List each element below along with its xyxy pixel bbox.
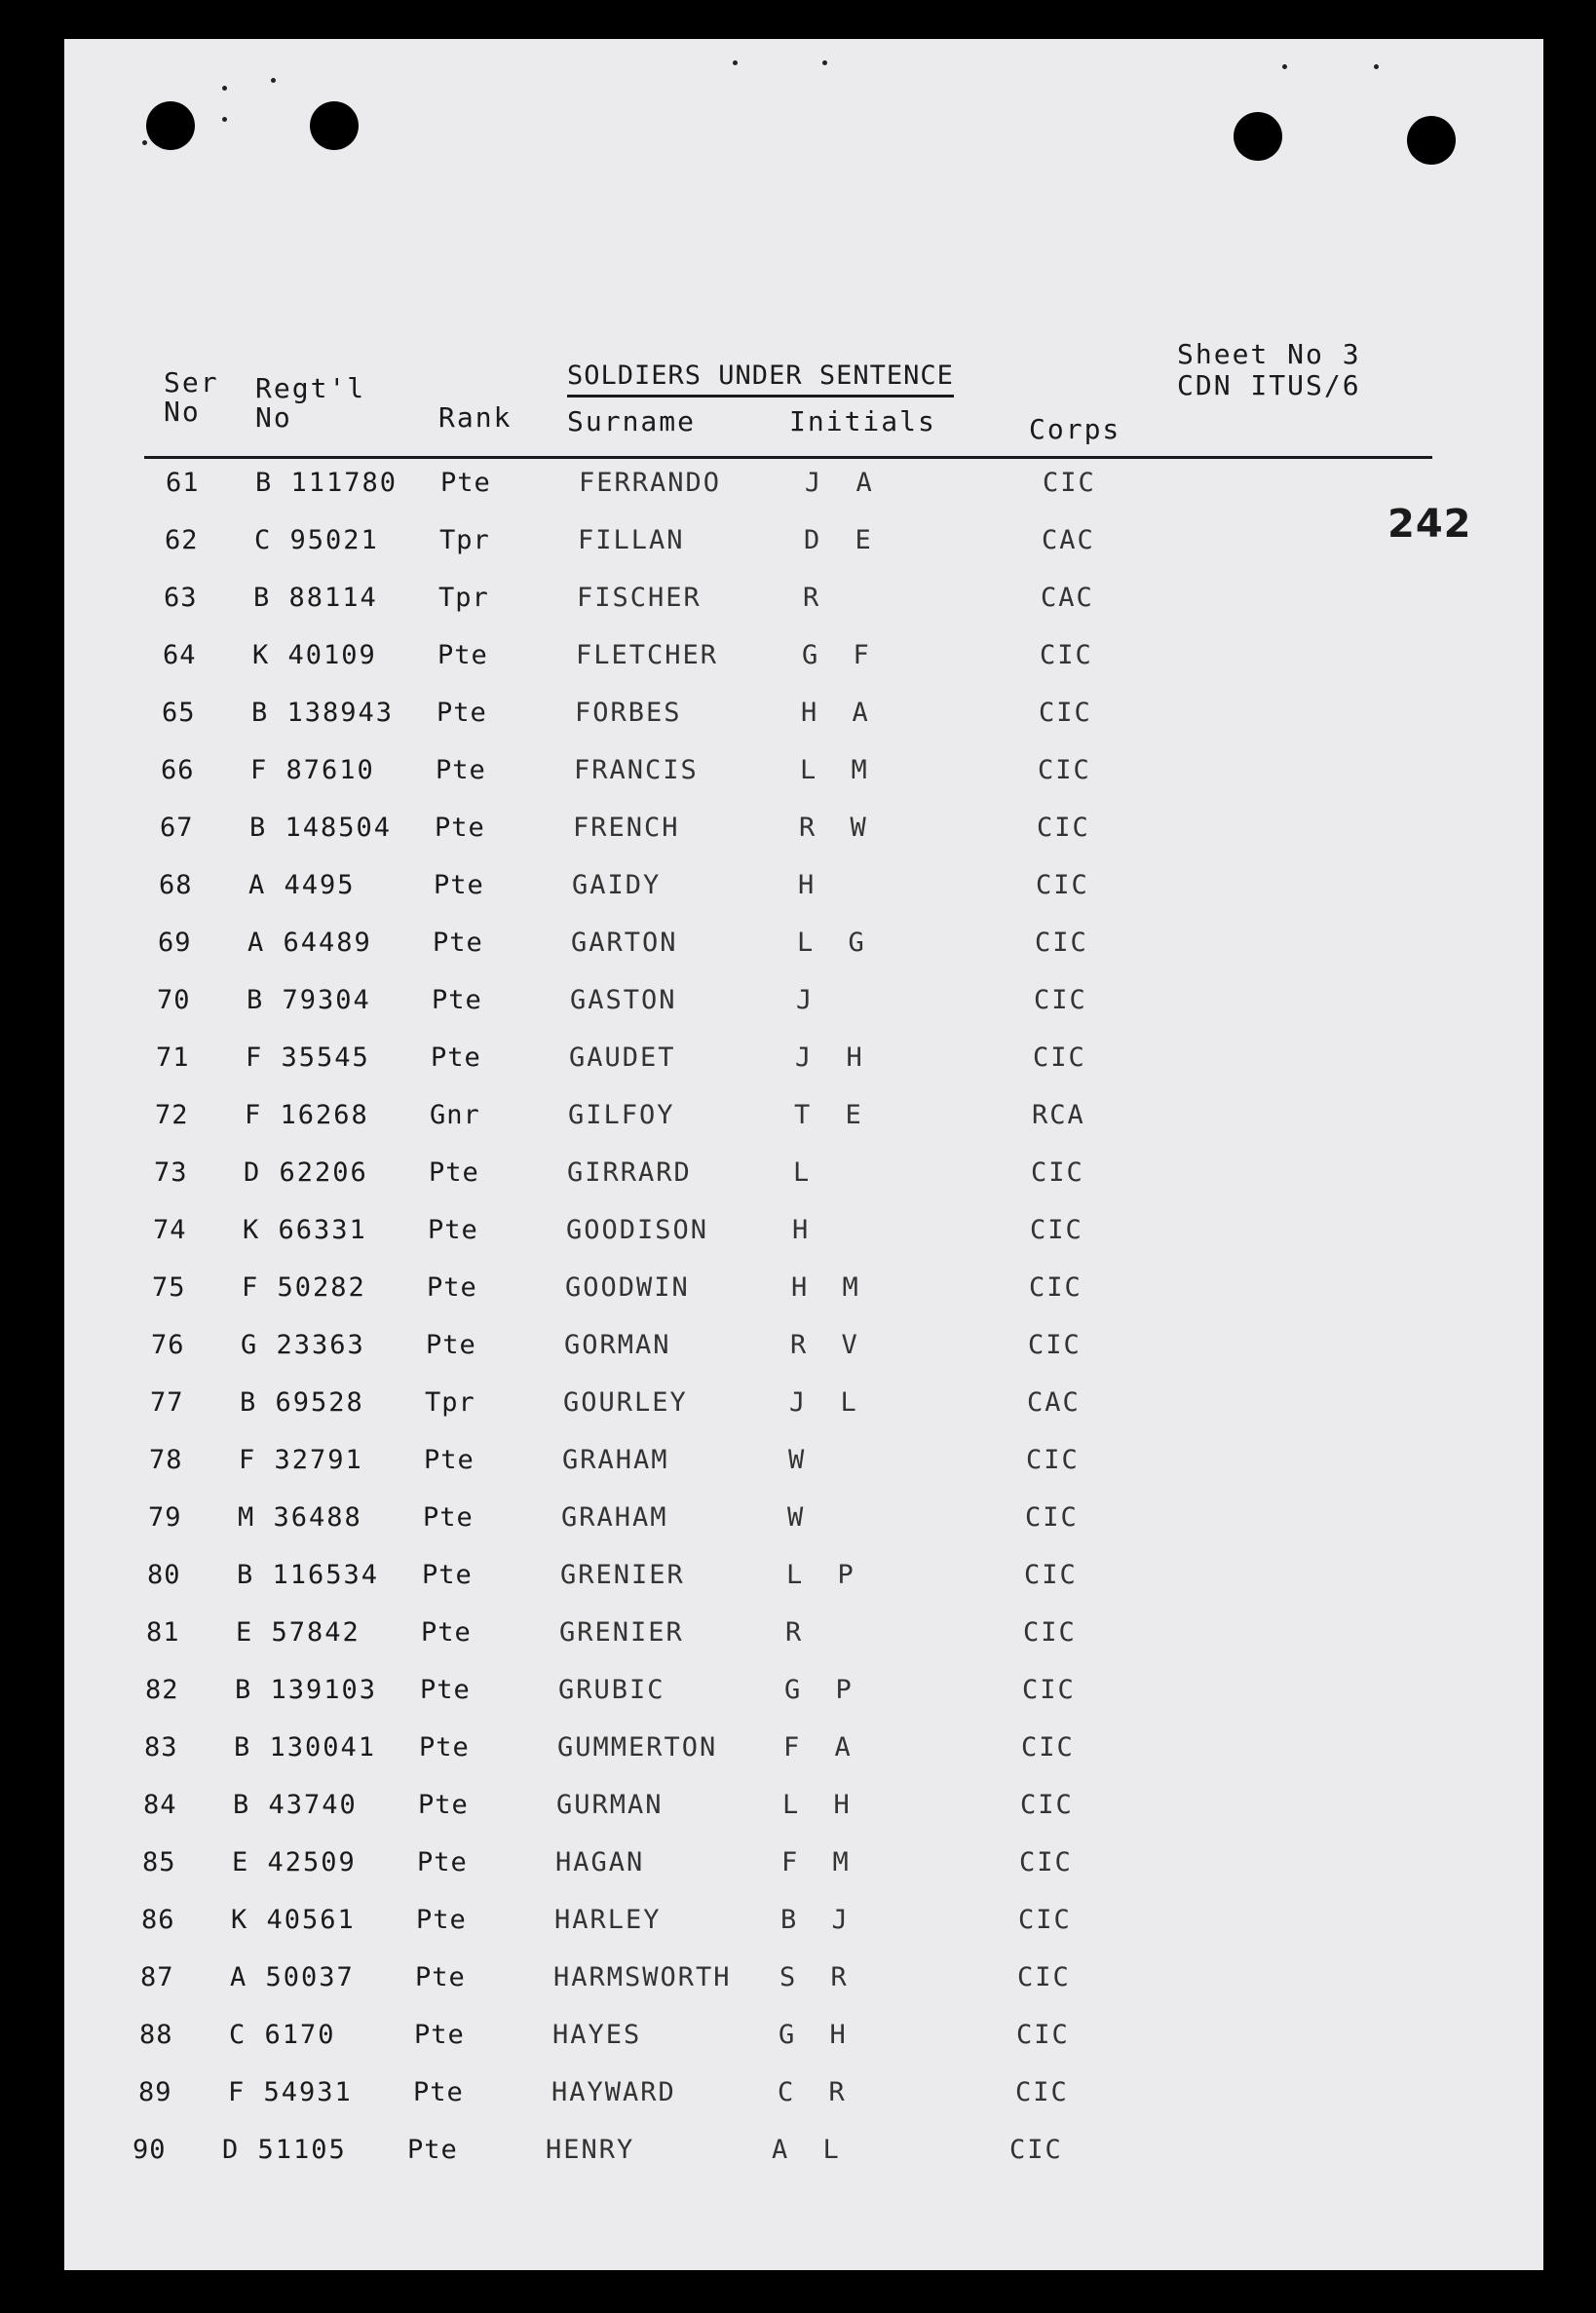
initials: F M xyxy=(781,1847,858,1877)
table-row xyxy=(139,2020,1211,2059)
speck xyxy=(1282,64,1287,69)
surname: GRENIER xyxy=(560,1560,685,1590)
initials: J A xyxy=(805,468,882,498)
rank: Pte xyxy=(421,1617,472,1648)
surname: GASTON xyxy=(570,985,677,1015)
ser-no: 83 xyxy=(144,1732,178,1763)
rank: Tpr xyxy=(439,525,490,555)
table-row xyxy=(156,1043,1228,1081)
table-row xyxy=(158,928,1230,967)
ser-no: 89 xyxy=(138,2077,172,2107)
initials: L P xyxy=(786,1560,863,1590)
ser-no: 88 xyxy=(139,2020,173,2050)
initials: F A xyxy=(783,1732,860,1763)
ser-no: 82 xyxy=(145,1675,179,1705)
initials: R W xyxy=(799,813,876,843)
surname: FRANCIS xyxy=(574,755,699,785)
punch-hole-2 xyxy=(310,101,359,150)
corps: CIC xyxy=(1019,1847,1073,1877)
corps: CAC xyxy=(1042,525,1095,555)
surname: HARLEY xyxy=(554,1905,662,1935)
initials: G F xyxy=(802,640,879,670)
speck xyxy=(822,60,827,65)
surname: GAIDY xyxy=(572,870,662,900)
table-row xyxy=(165,525,1236,564)
table-row xyxy=(146,1617,1218,1656)
surname: HAYWARD xyxy=(551,2077,676,2107)
header-rank-label: Rank xyxy=(438,401,513,434)
initials: W xyxy=(788,1445,815,1475)
rank: Pte xyxy=(419,1732,470,1763)
rank: Pte xyxy=(437,698,487,728)
corps: CIC xyxy=(1040,640,1093,670)
surname: GIRRARD xyxy=(567,1157,692,1188)
corps: CIC xyxy=(1039,698,1092,728)
ser-no: 71 xyxy=(156,1043,190,1073)
regtl-no: B 88114 xyxy=(253,583,378,613)
rank: Pte xyxy=(435,813,485,843)
regtl-no: K 66331 xyxy=(243,1215,367,1245)
initials: G P xyxy=(784,1675,861,1705)
table-row xyxy=(144,1732,1216,1771)
surname: HENRY xyxy=(546,2135,635,2165)
ser-no: 81 xyxy=(146,1617,180,1648)
initials: R V xyxy=(790,1330,867,1360)
corps: CIC xyxy=(1021,1732,1075,1763)
corps: CIC xyxy=(1024,1560,1078,1590)
table-row xyxy=(161,755,1233,794)
initials: L G xyxy=(797,928,874,958)
surname: HARMSWORTH xyxy=(553,1962,732,1992)
ser-no: 69 xyxy=(158,928,192,958)
regtl-no: A 4495 xyxy=(248,870,356,900)
ser-no: 73 xyxy=(154,1157,188,1188)
surname: HAYES xyxy=(552,2020,642,2050)
initials: J L xyxy=(789,1387,866,1418)
table-row xyxy=(154,1157,1226,1196)
table-row xyxy=(133,2135,1204,2174)
rank: Pte xyxy=(420,1675,471,1705)
ser-no: 77 xyxy=(150,1387,184,1418)
regtl-no: E 57842 xyxy=(236,1617,361,1648)
rank: Tpr xyxy=(438,583,489,613)
table-row xyxy=(149,1445,1221,1484)
initials: T E xyxy=(794,1100,871,1130)
initials: R xyxy=(785,1617,812,1648)
speck xyxy=(733,60,738,65)
regtl-no: D 51105 xyxy=(222,2135,347,2165)
ser-no: 84 xyxy=(143,1790,177,1820)
ser-no: 78 xyxy=(149,1445,183,1475)
initials: H xyxy=(792,1215,818,1245)
rank: Pte xyxy=(424,1445,475,1475)
corps: CIC xyxy=(1017,1962,1071,1992)
rank: Pte xyxy=(437,640,488,670)
rank: Pte xyxy=(427,1272,477,1303)
corps: CIC xyxy=(1025,1502,1079,1533)
ser-no: 63 xyxy=(164,583,198,613)
table-row xyxy=(166,468,1237,507)
rank: Pte xyxy=(432,985,482,1015)
speck xyxy=(222,86,227,91)
ser-no: 76 xyxy=(151,1330,185,1360)
corps: CIC xyxy=(1035,928,1088,958)
regtl-no: F 16268 xyxy=(245,1100,369,1130)
rank: Pte xyxy=(428,1215,478,1245)
regtl-no: B 116534 xyxy=(237,1560,380,1590)
ser-no: 90 xyxy=(133,2135,167,2165)
regtl-no: B 139103 xyxy=(235,1675,378,1705)
ser-no: 66 xyxy=(161,755,195,785)
corps: CIC xyxy=(1043,468,1096,498)
header-ser-label: Ser No xyxy=(164,366,219,428)
regtl-no: C 95021 xyxy=(254,525,379,555)
regtl-no: D 62206 xyxy=(244,1157,368,1188)
ser-no: 74 xyxy=(153,1215,187,1245)
punch-hole-4 xyxy=(1407,116,1456,165)
surname: FILLAN xyxy=(578,525,685,555)
ser-no: 75 xyxy=(152,1272,186,1303)
surname: FERRANDO xyxy=(579,468,722,498)
rank: Pte xyxy=(426,1330,476,1360)
table-row xyxy=(151,1330,1223,1369)
corps: CIC xyxy=(1015,2077,1069,2107)
corps: CIC xyxy=(1009,2135,1063,2165)
corps: CIC xyxy=(1020,1790,1074,1820)
rank: Pte xyxy=(414,2020,465,2050)
rank: Gnr xyxy=(430,1100,480,1130)
regtl-no: B 69528 xyxy=(240,1387,364,1418)
surname: GAUDET xyxy=(569,1043,676,1073)
ser-no: 61 xyxy=(166,468,200,498)
ser-no: 64 xyxy=(163,640,197,670)
ser-no: 87 xyxy=(140,1962,174,1992)
initials: W xyxy=(787,1502,814,1533)
ser-no: 86 xyxy=(141,1905,175,1935)
initials: G H xyxy=(779,2020,855,2050)
corps: CAC xyxy=(1041,583,1094,613)
surname: GOURLEY xyxy=(563,1387,688,1418)
table-row xyxy=(153,1215,1225,1254)
surname: FLETCHER xyxy=(576,640,719,670)
table-row xyxy=(148,1502,1220,1541)
surname: FISCHER xyxy=(577,583,702,613)
ser-no: 85 xyxy=(142,1847,176,1877)
rank: Pte xyxy=(416,1905,467,1935)
initials: R xyxy=(803,583,829,613)
rank: Pte xyxy=(413,2077,464,2107)
regtl-no: K 40109 xyxy=(252,640,377,670)
regtl-no: B 111780 xyxy=(255,468,399,498)
initials: L xyxy=(793,1157,819,1188)
table-row xyxy=(141,1905,1213,1944)
regtl-no: F 32791 xyxy=(239,1445,363,1475)
rank: Pte xyxy=(418,1790,469,1820)
rank: Pte xyxy=(407,2135,458,2165)
table-row xyxy=(164,583,1235,622)
surname: GUMMERTON xyxy=(557,1732,718,1763)
ser-no: 80 xyxy=(147,1560,181,1590)
rank: Pte xyxy=(431,1043,481,1073)
header-corps-label: Corps xyxy=(1029,413,1121,445)
surname: GARTON xyxy=(571,928,678,958)
corps: CIC xyxy=(1028,1330,1082,1360)
table-row xyxy=(152,1272,1224,1311)
corps: CIC xyxy=(1033,1043,1086,1073)
corps: CIC xyxy=(1022,1675,1076,1705)
regtl-no: M 36488 xyxy=(238,1502,362,1533)
table-row xyxy=(147,1560,1219,1599)
header-surname-label: Surname xyxy=(567,405,697,437)
rank: Pte xyxy=(434,870,484,900)
initials: J xyxy=(796,985,822,1015)
rank: Pte xyxy=(433,928,483,958)
corps: CIC xyxy=(1026,1445,1080,1475)
initials: L M xyxy=(800,755,877,785)
document-title: SOLDIERS UNDER SENTENCE xyxy=(567,360,954,398)
surname: GOODWIN xyxy=(565,1272,690,1303)
table-row xyxy=(155,1100,1227,1139)
table-row xyxy=(157,985,1229,1024)
regtl-no: F 54931 xyxy=(228,2077,353,2107)
surname: FRENCH xyxy=(573,813,680,843)
table-row xyxy=(162,698,1234,737)
surname: GRENIER xyxy=(559,1617,684,1648)
initials: A L xyxy=(772,2135,849,2165)
table-row xyxy=(142,1847,1214,1886)
ser-no: 68 xyxy=(159,870,193,900)
initials: H M xyxy=(791,1272,868,1303)
regtl-no: B 138943 xyxy=(251,698,395,728)
surname: GRUBIC xyxy=(558,1675,665,1705)
regtl-no: C 6170 xyxy=(229,2020,336,2050)
table-row xyxy=(138,2077,1210,2116)
rank: Tpr xyxy=(425,1387,475,1418)
initials: C R xyxy=(778,2077,855,2107)
sheet-number: Sheet No 3 xyxy=(1177,338,1361,370)
corps: CIC xyxy=(1029,1272,1083,1303)
rank: Pte xyxy=(423,1502,474,1533)
regtl-no: A 64489 xyxy=(247,928,372,958)
table-row xyxy=(159,870,1231,909)
ser-no: 62 xyxy=(165,525,199,555)
corps: CIC xyxy=(1038,755,1091,785)
regtl-no: F 87610 xyxy=(250,755,375,785)
initials: H xyxy=(798,870,824,900)
header-regtl-label: Regt'l No xyxy=(255,372,366,434)
header-initials-label: Initials xyxy=(789,405,936,437)
regtl-no: B 130041 xyxy=(234,1732,377,1763)
sheet-reference xyxy=(1177,339,1361,401)
regtl-no: B 79304 xyxy=(247,985,371,1015)
corps: CIC xyxy=(1018,1905,1072,1935)
punch-hole-3 xyxy=(1234,112,1282,161)
corps: RCA xyxy=(1032,1100,1085,1130)
surname: GORMAN xyxy=(564,1330,671,1360)
initials: B J xyxy=(780,1905,857,1935)
ser-no: 70 xyxy=(157,985,191,1015)
regtl-no: F 50282 xyxy=(242,1272,366,1303)
ser-no: 79 xyxy=(148,1502,182,1533)
table-row xyxy=(140,1962,1212,2001)
surname: GURMAN xyxy=(556,1790,664,1820)
corps: CIC xyxy=(1030,1215,1083,1245)
surname: GRAHAM xyxy=(562,1445,669,1475)
rank: Pte xyxy=(436,755,486,785)
surname: FORBES xyxy=(575,698,682,728)
rank: Pte xyxy=(415,1962,466,1992)
surname: GILFOY xyxy=(568,1100,675,1130)
initials: L H xyxy=(782,1790,859,1820)
ser-no: 67 xyxy=(160,813,194,843)
speck xyxy=(271,78,276,83)
initials: H A xyxy=(801,698,878,728)
initials: D E xyxy=(804,525,881,555)
rank: Pte xyxy=(422,1560,473,1590)
regtl-no: B 43740 xyxy=(233,1790,358,1820)
punch-hole-1 xyxy=(146,101,195,150)
table-row xyxy=(143,1790,1215,1829)
regtl-no: F 35545 xyxy=(246,1043,370,1073)
initials: J H xyxy=(795,1043,872,1073)
regtl-no: E 42509 xyxy=(232,1847,357,1877)
initials: S R xyxy=(779,1962,856,1992)
table-row xyxy=(163,640,1235,679)
corps: CIC xyxy=(1023,1617,1077,1648)
rank: Pte xyxy=(429,1157,479,1188)
speck xyxy=(142,140,147,145)
surname: HAGAN xyxy=(555,1847,645,1877)
rank: Pte xyxy=(440,468,491,498)
corps: CIC xyxy=(1034,985,1087,1015)
regtl-no: K 40561 xyxy=(231,1905,356,1935)
corps: CIC xyxy=(1037,813,1090,843)
corps: CAC xyxy=(1027,1387,1081,1418)
surname: GOODISON xyxy=(566,1215,709,1245)
corps: CIC xyxy=(1016,2020,1070,2050)
regtl-no: G 23363 xyxy=(241,1330,365,1360)
page-number: 242 xyxy=(1387,502,1472,547)
table-row xyxy=(150,1387,1222,1426)
regtl-no: B 148504 xyxy=(249,813,393,843)
ser-no: 65 xyxy=(162,698,196,728)
document-reference: CDN ITUS/6 xyxy=(1177,369,1361,401)
speck xyxy=(1374,64,1379,69)
header-rule xyxy=(144,456,1432,459)
regtl-no: A 50037 xyxy=(230,1962,355,1992)
rank: Pte xyxy=(417,1847,468,1877)
table-row xyxy=(160,813,1232,852)
corps: CIC xyxy=(1036,870,1089,900)
surname: GRAHAM xyxy=(561,1502,668,1533)
table-row xyxy=(145,1675,1217,1714)
document-page xyxy=(64,39,1543,2270)
ser-no: 72 xyxy=(155,1100,189,1130)
speck xyxy=(222,117,227,122)
corps: CIC xyxy=(1031,1157,1084,1188)
